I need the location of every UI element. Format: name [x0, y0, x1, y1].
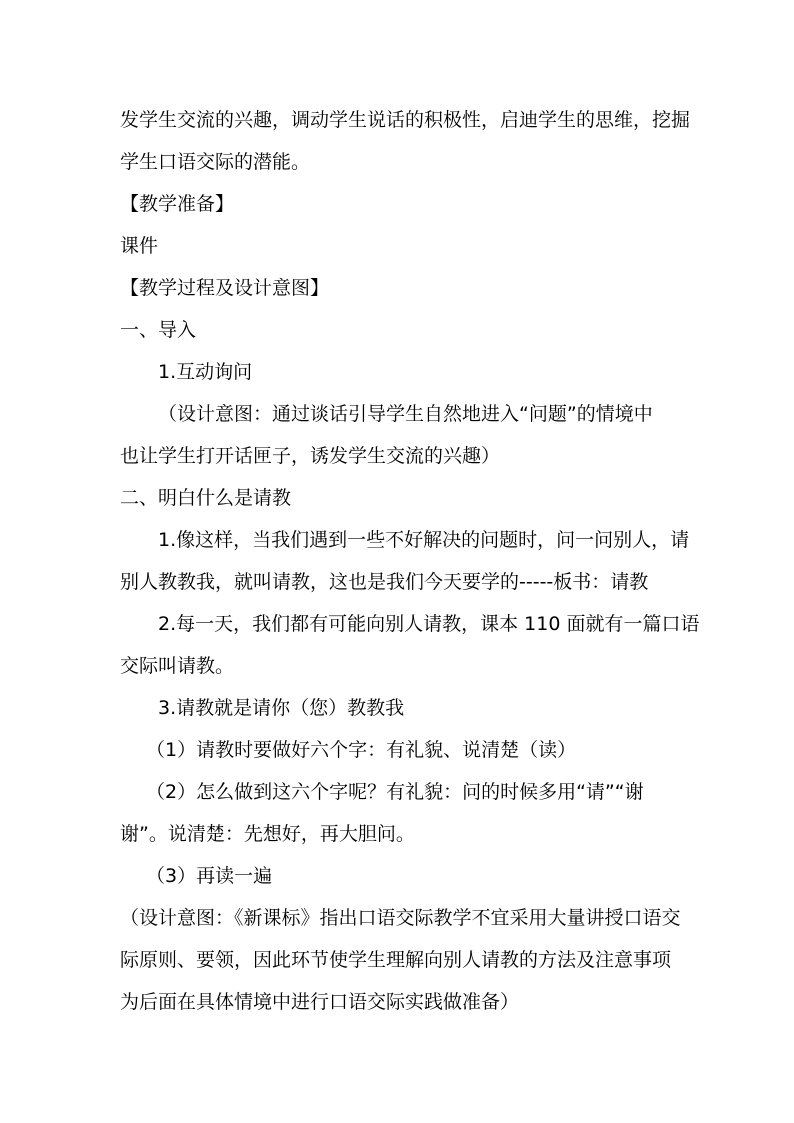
paragraph-line: 交际叫请教。	[120, 655, 235, 677]
paragraph-line: 1.像这样，当我们遇到一些不好解决的问题时，问一问别人，请	[158, 529, 690, 551]
design-intent-line: （设计意图：《新课标》指出口语交际教学不宜采用大量讲授口语交	[120, 907, 681, 929]
design-intent-line: 际原则、要领，因此环节使学生理解向别人请教的方法及注意事项	[120, 949, 672, 971]
paragraph-line: 3.请教就是请你（您）教教我	[158, 697, 405, 719]
design-intent-line: （设计意图：通过谈话引导学生自然地进入“问题”的情境中	[158, 403, 653, 425]
list-item-line: （1）请教时要做好六个字：有礼貌、说清楚（读）	[146, 739, 577, 761]
list-item-line: 谢”。说清楚：先想好，再大胆问。	[120, 823, 415, 845]
list-item-line: （3）再读一遍	[146, 865, 273, 887]
paragraph-line: 学生口语交际的潜能。	[120, 151, 311, 173]
list-item-line: （2）怎么做到这六个字呢？有礼貌：问的时候多用“请”“谢	[146, 781, 644, 803]
section-heading: 【教学过程及设计意图】	[120, 277, 330, 299]
paragraph-line: 别人教教我，就叫请教，这也是我们今天要学的-----板书：请教	[120, 571, 649, 593]
sub-step-heading: 1.互动询问	[158, 361, 253, 383]
paragraph-line: 发学生交流的兴趣，调动学生说话的积极性，启迪学生的思维，挖掘	[120, 109, 691, 131]
step-heading: 一、导入	[120, 319, 197, 341]
paragraph-line: 2.每一天，我们都有可能向别人请教，课本 110 面就有一篇口语	[158, 613, 700, 635]
step-heading: 二、明白什么是请教	[120, 487, 292, 509]
design-intent-line: 为后面在具体情境中进行口语交际实践做准备）	[120, 991, 520, 1013]
section-heading: 【教学准备】	[120, 193, 235, 215]
paragraph-line: 课件	[120, 235, 159, 257]
design-intent-line: 也让学生打开话匣子，诱发学生交流的兴趣）	[120, 445, 501, 467]
